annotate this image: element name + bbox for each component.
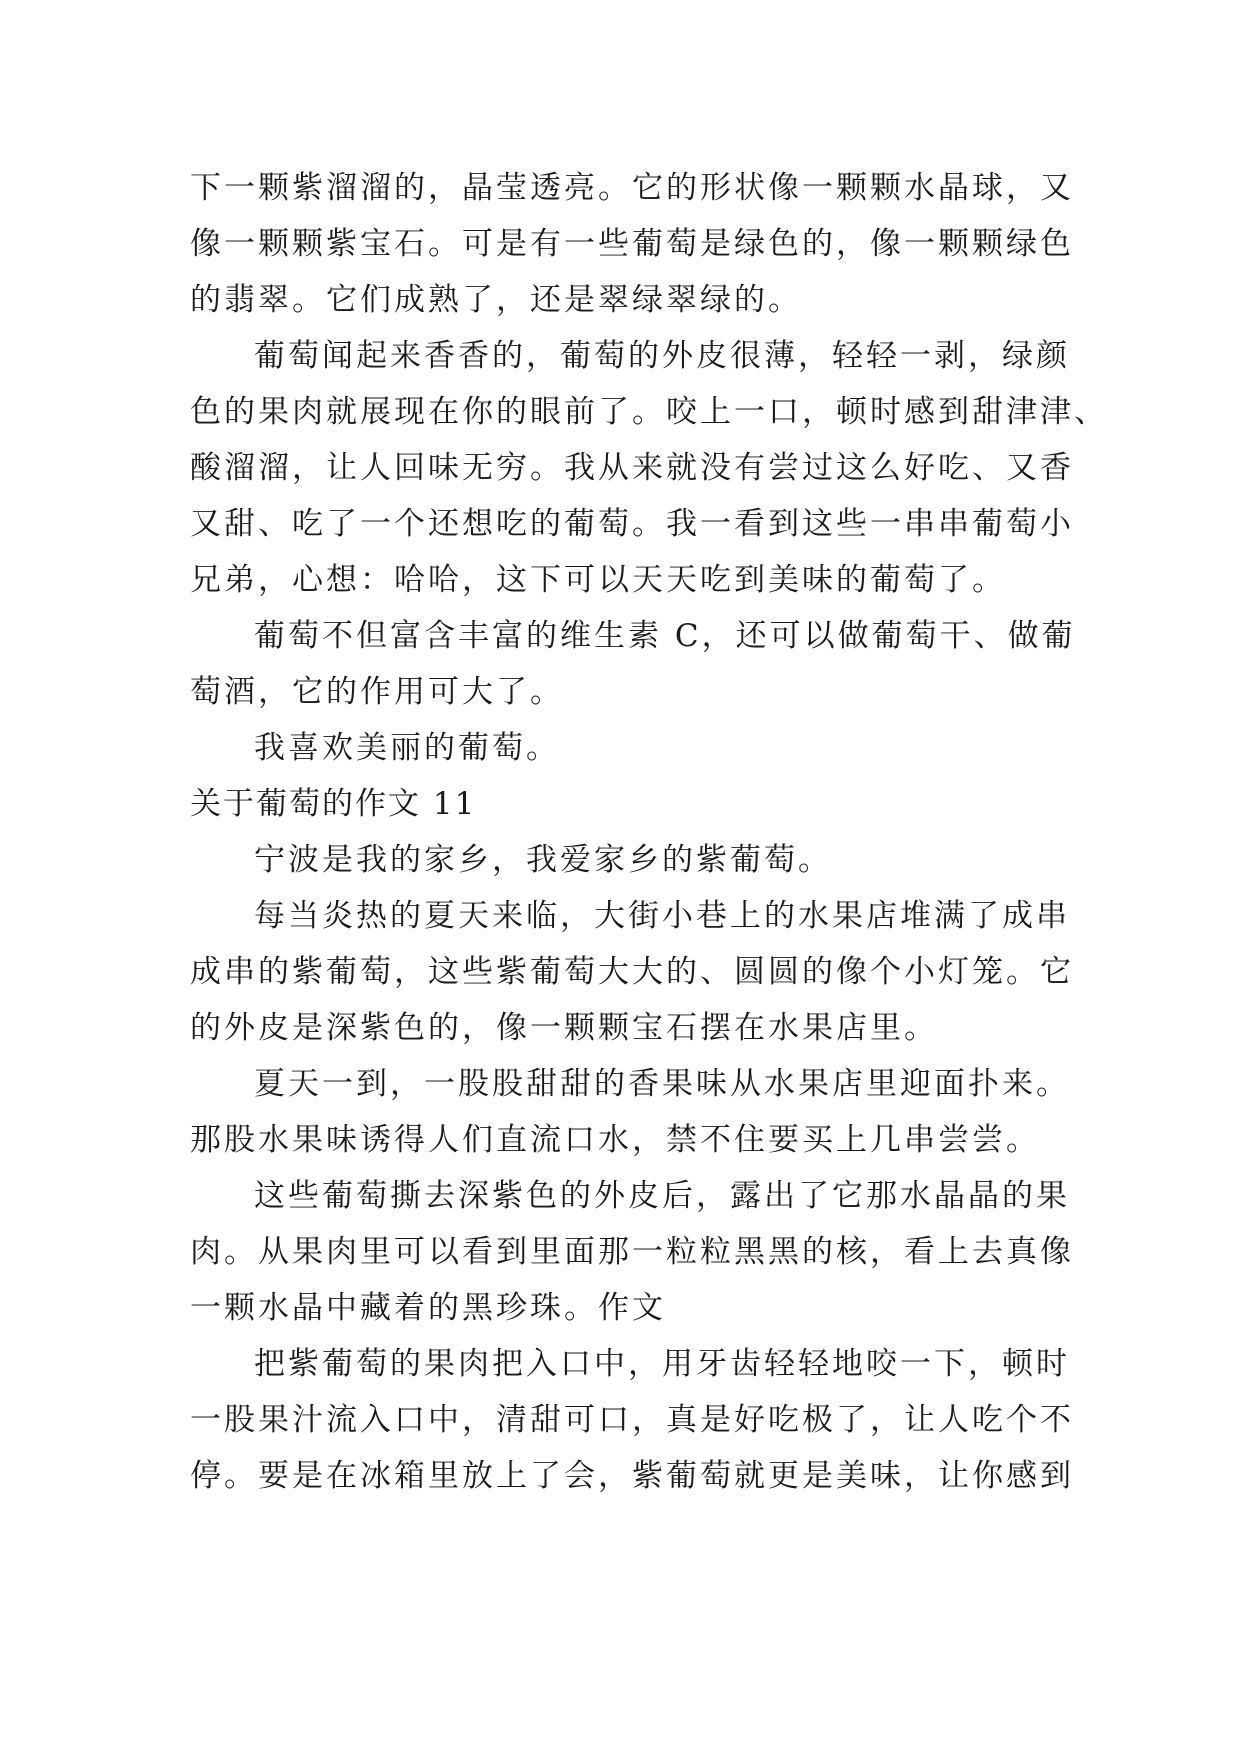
section-heading: 关于葡萄的作文 11 [190,786,477,822]
text-line: 又甜、吃了一个还想吃的葡萄。我一看到这些一串串葡萄小 [190,506,1074,542]
text-line: 我喜欢美丽的葡萄。 [254,730,560,766]
document-body [190,160,1108,1504]
text-line: 的外皮是深紫色的，像一颗颗宝石摆在水果店里。 [190,1010,938,1046]
text-line: 色的果肉就展现在你的眼前了。咬上一口，顿时感到甜津津、 [190,394,1108,430]
text-line: 兄弟，心想：哈哈，这下可以天天吃到美味的葡萄了。 [190,562,1006,598]
text-line: 每当炎热的夏天来临，大街小巷上的水果店堆满了成串 [254,898,1070,934]
text-line: 葡萄闻起来香香的，葡萄的外皮很薄，轻轻一剥，绿颜 [254,338,1070,374]
text-line: 像一颗颗紫宝石。可是有一些葡萄是绿色的，像一颗颗绿色 [190,226,1074,262]
text-line: 夏天一到，一股股甜甜的香果味从水果店里迎面扑来。 [254,1066,1070,1102]
text-line: 萄酒，它的作用可大了。 [190,674,564,710]
text-line: 这些葡萄撕去深紫色的外皮后，露出了它那水晶晶的果 [254,1178,1070,1214]
text-line: 成串的紫葡萄，这些紫葡萄大大的、圆圆的像个小灯笼。它 [190,954,1074,990]
text-line: 肉。从果肉里可以看到里面那一粒粒黑黑的核，看上去真像 [190,1234,1074,1270]
text-line: 那股水果味诱得人们直流口水，禁不住要买上几串尝尝。 [190,1122,1040,1158]
text-line: 酸溜溜，让人回味无穷。我从来就没有尝过这么好吃、又香 [190,450,1074,486]
text-line: 下一颗紫溜溜的，晶莹透亮。它的形状像一颗颗水晶球，又 [190,170,1074,206]
text-line: 宁波是我的家乡，我爱家乡的紫葡萄。 [254,842,832,878]
text-line: 葡萄不但富含丰富的维生素 C，还可以做葡萄干、做葡 [254,618,1076,654]
text-line: 把紫葡萄的果肉把入口中，用牙齿轻轻地咬一下，顿时 [254,1346,1070,1382]
text-line: 一颗水晶中藏着的黑珍珠。作文 [190,1290,666,1326]
text-line: 的翡翠。它们成熟了，还是翠绿翠绿的。 [190,282,802,318]
text-line: 停。要是在冰箱里放上了会，紫葡萄就更是美味，让你感到 [190,1458,1074,1494]
text-line: 一股果汁流入口中，清甜可口，真是好吃极了，让人吃个不 [190,1402,1074,1438]
